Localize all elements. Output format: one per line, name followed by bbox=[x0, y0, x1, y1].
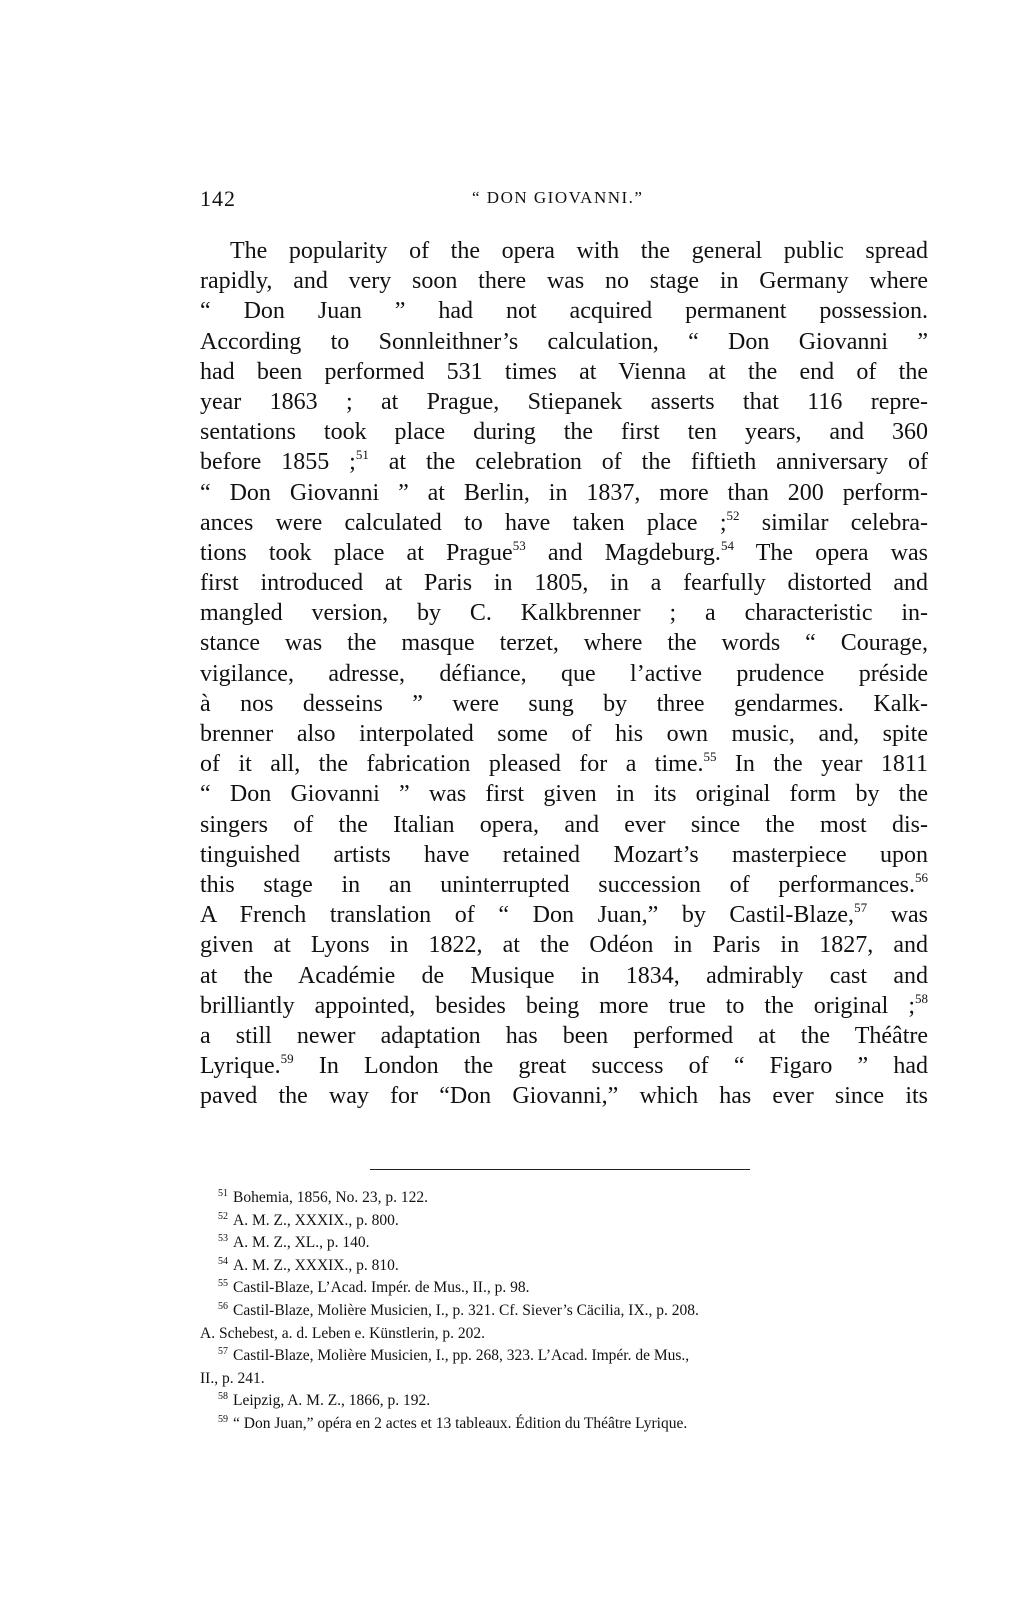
text-segment: Lyrique. bbox=[200, 1053, 281, 1080]
footnote bbox=[200, 1187, 928, 1210]
text-segment: this stage in an uninterrupted succession of performances. bbox=[200, 871, 915, 898]
text-segment: sentations took place during the first ten years, and 360 bbox=[200, 419, 928, 446]
footnote bbox=[200, 1255, 928, 1278]
footnote-separator-rule bbox=[370, 1169, 750, 1170]
text-segment: tions took place at Prague bbox=[200, 539, 513, 566]
footnote-text: Castil-Blaze, L’Acad. Impér. de Mus., II., p. 98. bbox=[233, 1279, 530, 1297]
footnote bbox=[200, 1300, 928, 1323]
footnote-number: 53 bbox=[218, 1233, 228, 1245]
text-segment: “ Don Giovanni ” was first given in its original form by the bbox=[200, 781, 928, 808]
text-segment: vigilance, adresse, défiance, que l’active prudence préside bbox=[200, 660, 928, 687]
text-segment: first introduced at Paris in 1805, in a fearfully distorted and bbox=[200, 570, 928, 597]
text-segment: brenner also interpolated some of his own music, and, spite bbox=[200, 721, 928, 747]
text-segment: “ Don Giovanni ” at Berlin, in 1837, more than 200 perform- bbox=[200, 479, 928, 506]
text-line bbox=[200, 598, 928, 628]
footnote-number: 52 bbox=[218, 1210, 228, 1222]
footnote bbox=[200, 1390, 928, 1413]
text-line bbox=[200, 538, 928, 568]
footnote-text: A. Schebest, a. d. Leben e. Künstlerin, p. 202. bbox=[200, 1324, 485, 1342]
text-segment: “ Don Juan ” had not acquired permanent possession. bbox=[200, 298, 928, 325]
text-segment: tinguished artists have retained Mozart’s masterpiece upon bbox=[200, 841, 928, 868]
text-segment: and Magdeburg. bbox=[525, 539, 721, 566]
text-segment: had been performed 531 times at Vienna at the end of the bbox=[200, 358, 928, 385]
footnote-number: 55 bbox=[218, 1278, 228, 1290]
text-line bbox=[200, 689, 928, 719]
footnote-reference: 51 bbox=[355, 447, 369, 463]
text-segment: similar celebra- bbox=[739, 509, 928, 536]
text-line bbox=[200, 266, 928, 296]
text-line bbox=[200, 930, 928, 960]
footnote-text: Leipzig, A. M. Z., 1866, p. 192. bbox=[233, 1392, 431, 1410]
footnote-text: A. M. Z., XL., p. 140. bbox=[233, 1234, 370, 1252]
footnote bbox=[200, 1413, 928, 1436]
footnote-reference: 58 bbox=[915, 990, 928, 1006]
text-segment: rapidly, and very soon there was no stage in Germany where bbox=[200, 268, 928, 295]
footnotes bbox=[200, 1187, 928, 1436]
footnote-text: Castil-Blaze, Molière Musicien, I., p. 321. Cf. Siever’s Cäcilia, IX., p. 208. bbox=[233, 1301, 699, 1319]
text-line bbox=[200, 900, 928, 930]
footnote-reference: 57 bbox=[854, 900, 868, 916]
footnote-text: A. M. Z., XXXIX., p. 800. bbox=[233, 1211, 399, 1229]
footnote-text: Castil-Blaze, Molière Musicien, I., pp. 268, 323. L’Acad. Impér. de Mus., bbox=[233, 1347, 690, 1365]
text-segment: at the celebration of the fiftieth anniversary of bbox=[368, 449, 928, 476]
footnote-text: “ Don Juan,” opéra en 2 actes et 13 tableaux. Édition du Théâtre Lyrique. bbox=[233, 1414, 688, 1432]
text-segment: given at Lyons in 1822, at the Odéon in Paris in 1827, and bbox=[200, 932, 928, 959]
footnote-text: A. M. Z., XXXIX., p. 810. bbox=[233, 1256, 399, 1274]
text-segment: stance was the masque terzet, where the words “ Courage, bbox=[200, 630, 928, 657]
text-segment: a still newer adaptation has been performed at the Théâtre bbox=[200, 1022, 928, 1049]
footnote-number: 54 bbox=[218, 1255, 228, 1267]
footnote bbox=[200, 1277, 928, 1300]
text-line bbox=[200, 659, 928, 689]
text-segment: mangled version, by C. Kalkbrenner ; a characteristic in- bbox=[200, 600, 928, 627]
footnote-number: 56 bbox=[218, 1300, 228, 1312]
text-line bbox=[200, 357, 928, 387]
text-line bbox=[200, 508, 928, 538]
footnote-text: Bohemia, 1856, No. 23, p. 122. bbox=[233, 1189, 429, 1206]
text-line bbox=[200, 779, 928, 809]
text-line bbox=[200, 628, 928, 658]
text-line bbox=[200, 719, 928, 749]
text-line bbox=[200, 870, 928, 900]
footnote bbox=[200, 1323, 928, 1346]
text-line bbox=[200, 478, 928, 508]
text-line bbox=[200, 387, 928, 417]
footnote-number: 59 bbox=[218, 1413, 228, 1425]
text-segment: The opera was bbox=[733, 539, 928, 566]
footnote bbox=[200, 1210, 928, 1233]
text-line bbox=[200, 236, 928, 266]
text-segment: In the year 1811 bbox=[716, 751, 928, 778]
running-head bbox=[200, 186, 940, 216]
footnote-number: 58 bbox=[218, 1391, 228, 1403]
body-text bbox=[200, 236, 928, 1111]
text-segment: at the Académie de Musique in 1834, admirably cast and bbox=[200, 962, 928, 989]
text-line bbox=[200, 810, 928, 840]
footnote-number: 57 bbox=[218, 1346, 228, 1358]
text-line bbox=[200, 417, 928, 447]
footnote-reference: 53 bbox=[512, 537, 526, 553]
text-segment: paved the way for “Don Giovanni,” which has ever since its bbox=[200, 1083, 928, 1110]
text-segment: brilliantly appointed, besides being more true to the original ; bbox=[200, 992, 915, 1019]
text-segment: In London the great success of “ Figaro ” had bbox=[293, 1053, 928, 1080]
footnote-number: 51 bbox=[218, 1188, 228, 1199]
text-segment: year 1863 ; at Prague, Stiepanek asserts that 116 repre- bbox=[200, 388, 928, 415]
page-number: 142 bbox=[200, 186, 236, 211]
text-segment: before 1855 ; bbox=[200, 449, 356, 476]
running-title: “ DON GIOVANNI.” bbox=[472, 188, 644, 207]
footnote-reference: 59 bbox=[280, 1051, 294, 1067]
text-line bbox=[200, 961, 928, 991]
text-segment: ances were calculated to have taken place ; bbox=[200, 509, 727, 536]
footnote bbox=[200, 1368, 928, 1391]
text-line bbox=[200, 749, 928, 779]
footnote-reference: 56 bbox=[915, 869, 928, 885]
text-segment: was bbox=[867, 902, 928, 929]
text-line bbox=[200, 568, 928, 598]
text-line bbox=[200, 1021, 928, 1051]
text-line bbox=[200, 327, 928, 357]
text-segment: A French translation of “ Don Juan,” by Castil-Blaze, bbox=[200, 902, 855, 929]
text-segment: The popularity of the opera with the general public spread bbox=[230, 238, 928, 264]
footnote-reference: 52 bbox=[726, 507, 740, 523]
footnote-reference: 55 bbox=[703, 749, 717, 765]
footnote bbox=[200, 1345, 928, 1368]
text-line bbox=[200, 296, 928, 326]
footnote-text: II., p. 241. bbox=[200, 1369, 265, 1387]
text-line bbox=[200, 840, 928, 870]
text-segment: of it all, the fabrication pleased for a time. bbox=[200, 751, 704, 778]
text-segment: à nos desseins ” were sung by three gendarmes. Kalk- bbox=[200, 690, 928, 717]
text-line bbox=[200, 1081, 928, 1111]
footnote bbox=[200, 1232, 928, 1255]
text-line bbox=[200, 1051, 928, 1081]
text-segment: According to Sonnleithner’s calculation, “ Don Giovanni ” bbox=[200, 328, 928, 355]
text-line bbox=[200, 991, 928, 1021]
text-segment: singers of the Italian opera, and ever since the most dis- bbox=[200, 811, 928, 838]
text-line bbox=[200, 447, 928, 477]
footnote-reference: 54 bbox=[720, 537, 734, 553]
